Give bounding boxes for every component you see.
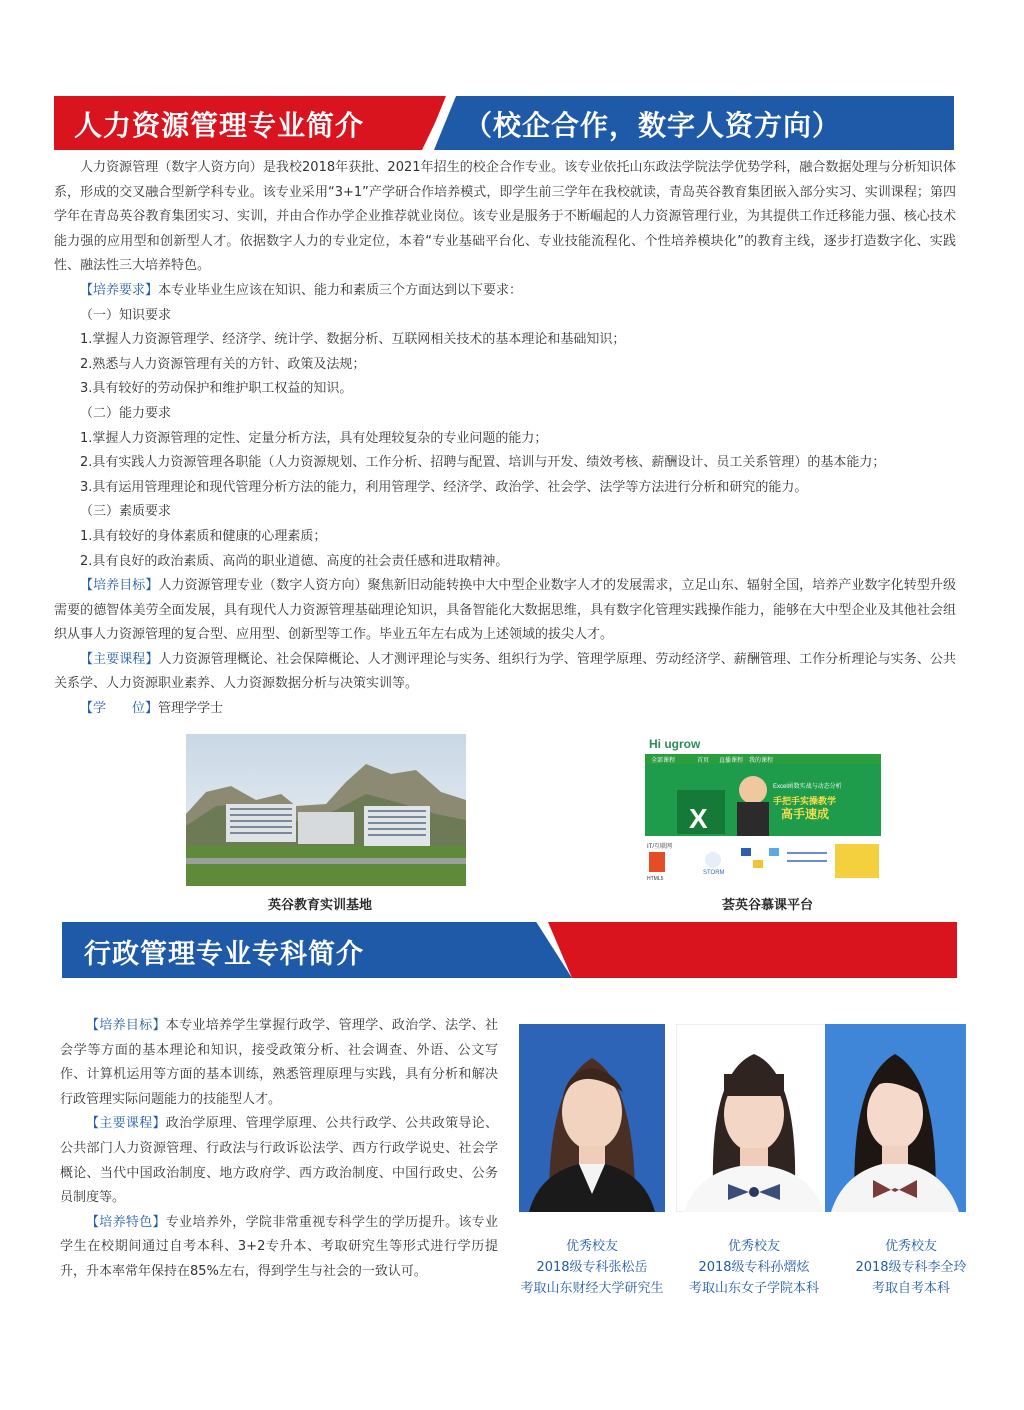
goal-text: 人力资源管理专业（数字人资方向）聚焦新旧动能转换中大中型企业数字人才的发展需求，立足山东、辐射全国，培养产业数字化转型升级需要的德智体美劳全面发展，具有现代人力资源管理基础理论知识，具备智能化大数据思维，具有数字化管理实践操作能力，能够在大中型企业及其他社会组织从事人力资源管理的复合型、应用型、创新型等工作。毕业五年左右成为上述领域的拔尖人才。 [54,578,956,643]
platform-sub-left: IT/互联网 [647,844,672,850]
quality-item-2: 2.具有良好的政治素质、高尚的职业道德、高度的社会责任感和进取精神。 [80,553,509,569]
alumni-2-title: 优秀校友 [727,1239,780,1254]
admin-feature-paragraph [60,1211,498,1285]
requirements-text: 本专业毕业生应该在知识、能力和素质三个方面达到以下要求： [158,282,523,298]
admin-feature-text: 专业培养外，学院非常重视专科学生的学历提升。该专业学生在校期间通过自考本科、3+2专升本、考取研究生等形式进行学历提升，升本率常年保持在85%左右，得到学生与社会的一致认可。 [60,1214,498,1279]
admin-courses-text: 政治学原理、管理学原理、公共行政学、公共政策导论、公共部门人力资源管理、行政法与行政诉讼法学、西方行政学说史、社会学概论、当代中国政治制度、地方政府学、西方政治制度、中国行政史、公务员制度等。 [60,1116,498,1206]
alumni-photo-2 [676,1024,832,1212]
goal-label: 【培养目标】 [80,578,159,594]
hr-intro-paragraph: 人力资源管理（数字人资方向）是我校2018年获批、2021年招生的校企合作专业。该专业依托山东政法学院法学优势学科，融合数据处理与分析知识体系，形成的交叉融合型新学科专业。该专业采用“3+1”产学研合作培养模式，即学生前三学年在我校就读，青岛英谷教育集团嵌入部分实习、实训课程；第四学年在青岛英谷教育集团实习、实训，并由合作办学企业推荐就业岗位。该专业是服务于不断崛起的人力资源管理行业，为其提供工作迁移能力强、核心技术能力强的应用型和创新型人才。依据数字人力的专业定位，本着“专业基础平台化、专业技能流程化、个性培养模块化”的教育主线，逐步打造数字化、实践性、融法性三大培养特色。 [54,160,956,274]
admin-goal-text: 本专业培养学生掌握行政学、管理学、政治学、法学、社会学等方面的基本理论和知识，接受政策分析、社会调查、外语、公文写作、计算机运用等方面的基本训练，熟悉管理原理与实践，具有分析和解决行政管理实际问题能力的技能型人才。 [60,1018,498,1107]
knowledge-item-1: 1.掌握人力资源管理学、经济学、统计学、数据分析、互联网相关技术的基本理论和基础知识； [80,332,626,348]
platform-nav-2: 首页 [697,758,710,764]
admin-courses-label: 【主要课程】 [86,1116,166,1132]
platform-storm: STORM [703,870,725,876]
training-base-caption: 英谷教育实训基地 [268,898,373,913]
admin-goal-paragraph [60,1014,498,1112]
section-banner-admin [62,922,957,978]
admin-feature-label: 【培养特色】 [86,1214,166,1230]
admin-courses-paragraph [60,1112,498,1210]
platform-nav-3: 直播课程 [719,758,744,764]
alumni-3-achievement: 考取自考本科 [871,1281,950,1296]
alumni-caption-1 [502,1236,682,1299]
ability-title: （二）能力要求 [80,405,172,421]
platform-promo-big: 手把手实操教学 [773,796,837,806]
platform-nav-4: 我的课程 [749,758,774,764]
goal-paragraph [54,574,956,648]
platform-nav-1: 全部课程 [651,758,676,764]
alumni-photo-3 [825,1024,966,1212]
alumni-caption-2 [664,1236,844,1299]
alumni-3-title: 优秀校友 [884,1239,937,1254]
banner2-title: 行政管理专业专科简介 [84,939,364,970]
alumni-3-name: 2018级专科李全玲 [855,1260,967,1275]
knowledge-item-2: 2.熟悉与人力资源管理有关的方针、政策及法规； [80,356,366,372]
ability-item-2: 2.具有实践人力资源管理各职能（人力资源规划、工作分析、招聘与配置、培训与开发、绩效考核、薪酬设计、员工关系管理）的基本能力； [80,455,886,471]
banner-title: 人力资源管理专业简介 [74,109,365,142]
alumni-1-name: 2018级专科张松岳 [536,1260,648,1275]
degree-paragraph [54,697,956,722]
mooc-platform-caption: 荟英谷慕课平台 [722,898,814,913]
alumni-caption-3 [821,1236,1001,1299]
section-banner-hr [54,96,954,150]
alumni-1-achievement: 考取山东财经大学研究生 [520,1281,664,1296]
alumni-2-achievement: 考取山东女子学院本科 [688,1281,819,1296]
requirements-paragraph [54,279,956,304]
courses-label: 【主要课程】 [80,651,159,667]
platform-logo: Hi ugrow [649,737,701,751]
degree-label: 【学 位】 [80,701,159,717]
platform-promo-big2: 高手速成 [781,807,830,821]
courses-paragraph [54,648,956,697]
hr-intro-section [54,156,956,722]
degree-text: 管理学学士 [158,701,224,717]
quality-item-1: 1.具有较好的身体素质和健康的心理素质； [80,528,327,544]
platform-promo: Excel函数实战与动态分析 [773,784,842,790]
quality-title: （三）素质要求 [80,504,172,520]
mooc-platform-screenshot [645,734,881,886]
requirements-label: 【培养要求】 [80,282,159,298]
alumni-1-title: 优秀校友 [565,1239,618,1254]
alumni-photo-1 [519,1024,665,1212]
excel-x-letter: X [689,803,708,834]
ability-item-3: 3.具有运用管理理论和现代管理分析方法的能力，利用管理学、经济学、政治学、社会学、法学等方法进行分析和研究的能力。 [80,479,808,495]
knowledge-item-3: 3.具有较好的劳动保护和维护职工权益的知识。 [80,381,353,397]
admin-goal-label: 【培养目标】 [86,1018,166,1033]
training-base-photo [186,734,466,886]
admin-intro-section [60,1014,498,1285]
banner-subtitle: （校企合作，数字人资方向） [464,109,842,142]
courses-text: 人力资源管理概论、社会保障概论、人才测评理论与实务、组织行为学、管理学原理、劳动经济学、薪酬管理、工作分析理论与实务、公共关系学、人力资源职业素养、人力资源数据分析与决策实训等。 [54,651,956,692]
banner2-red-block [548,922,957,978]
knowledge-title: （一）知识要求 [80,307,172,323]
alumni-2-name: 2018级专科孙熠炫 [698,1260,810,1275]
platform-html5: HTML5 [647,876,664,882]
ability-item-1: 1.掌握人力资源管理的定性、定量分析方法，具有处理较复杂的专业问题的能力； [80,430,548,446]
